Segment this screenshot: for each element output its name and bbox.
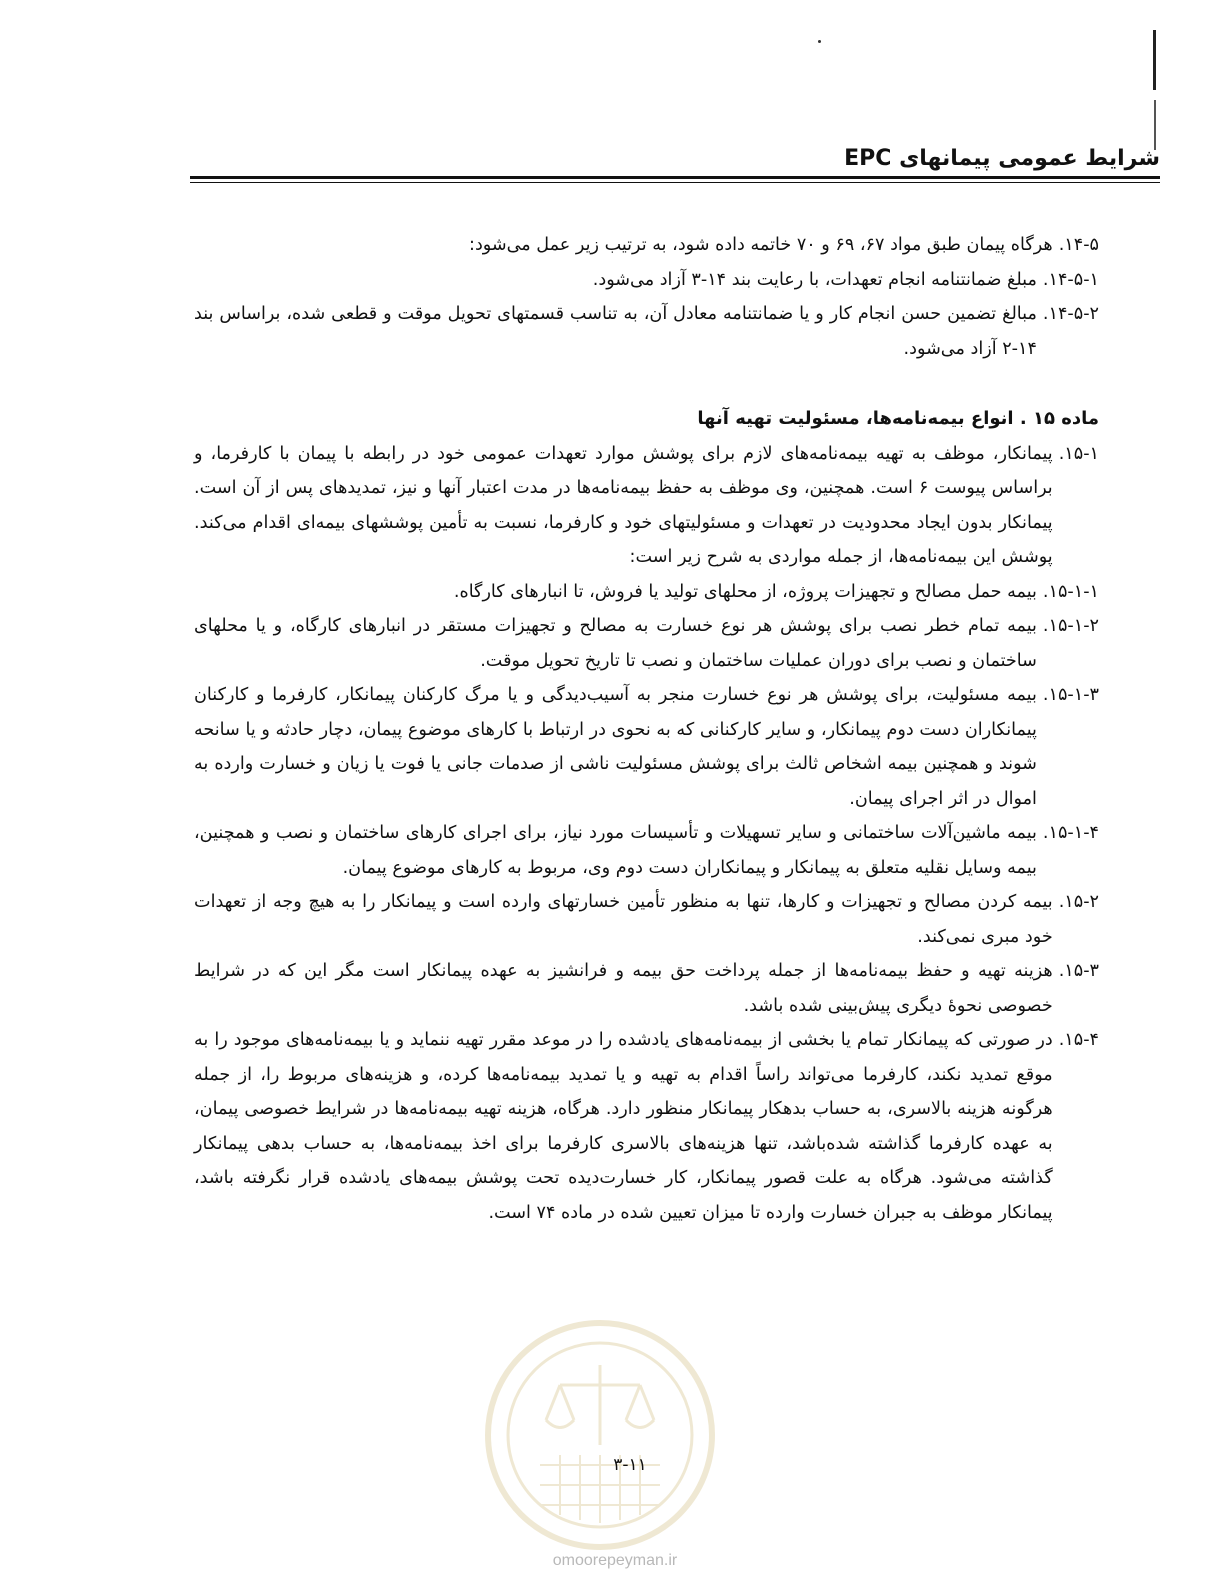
- page-number: ۳-۱۱: [613, 1455, 647, 1475]
- clause-15-1-4: [194, 816, 1099, 885]
- article-15-heading: ماده ۱۵ . انواع بیمه‌نامه‌ها، مسئولیت تهیه آنها: [697, 408, 1099, 429]
- speck-mark: [818, 40, 821, 43]
- clause-number: ۱۵-۴.: [1058, 1030, 1099, 1050]
- clause-15-3: [194, 954, 1099, 1023]
- binding-edge-mark: [1153, 30, 1156, 90]
- clause-text: مبلغ ضمانتنامه انجام تعهدات، با رعایت بند ۱۴-۳ آزاد می‌شود.: [592, 269, 1037, 290]
- clause-15-1-1: [194, 575, 1099, 610]
- scales-of-justice-seal-icon: [480, 1315, 720, 1555]
- clause-number: ۱۵-۱-۲.: [1042, 616, 1099, 636]
- watermark-url: omoorepeyman.ir: [552, 1552, 678, 1569]
- clause-number: ۱۵-۱-۴.: [1042, 823, 1099, 843]
- page-header: [190, 140, 1160, 186]
- header-rule-thick: [190, 176, 1160, 179]
- clause-text: هرگاه پیمان طبق مواد ۶۷، ۶۹ و ۷۰ خاتمه داده شود، به ترتیب زیر عمل می‌شود:: [469, 235, 1053, 255]
- clause-14-5-1: [194, 263, 1099, 298]
- section-gap: [194, 366, 1099, 402]
- header-rule-thin: [190, 182, 1160, 183]
- clause-number: ۱۴-۵-۱.: [1042, 269, 1099, 290]
- clause-14-5: [194, 228, 1099, 263]
- clause-text: هزینه تهیه و حفظ بیمه‌نامه‌ها از جمله پرداخت حق بیمه و فرانشیز به عهده پیمانکار است مگر این که در شرایط خصوصی نحوهٔ دیگری پیش‌بینی شده باشد.: [194, 961, 1053, 1016]
- body-text: [194, 228, 1099, 1230]
- clause-text: بیمه کردن مصالح و تجهیزات و کارها، تنها به منظور تأمین خسارتهای وارده است و پیمانکار را به هیچ وجه از تعهدات خود مبری نمی‌کند.: [194, 892, 1053, 947]
- clause-text: بیمه ماشین‌آلات ساختمانی و سایر تسهیلات و تأسیسات مورد نیاز، برای اجرای کارهای ساختمان و نصب و همچنین، بیمه وسایل نقلیه متعلق به پیمانکار و پیمانکاران دست دوم وی، مربوط به کارهای موضوع پیمان.: [194, 823, 1037, 878]
- clause-15-2: [194, 885, 1099, 954]
- clause-15-1: [194, 437, 1099, 575]
- clause-15-1-3: [194, 678, 1099, 816]
- clause-text: بیمه حمل مصالح و تجهیزات پروژه، از محلهای تولید یا فروش، تا انبارهای کارگاه.: [453, 581, 1037, 602]
- clause-text: در صورتی که پیمانکار تمام یا بخشی از بیمه‌نامه‌های یادشده را در موعد مقرر تهیه ننماید و یا بیمه‌نامه‌های موجود را به موقع تمدید نکند، کارفرما می‌تواند راساً اقدام به تهیه و یا تمدید بیمه‌نامه‌ها کرده، و هزینه‌های مربوط را، از جمله هرگونه هزینه بالاسری، به حساب بدهکار پیمانکار منظور دارد. هرگاه، هزینه تهیه بیمه‌نامه‌ها در شرایط خصوصی پیمان، به عهده کارفرما گذاشته شده‌باشد، تنها هزینه‌های بالاسری کارفرما برای اخذ بیمه‌نامه‌ها، به حساب بدهی پیمانکار گذاشته می‌شود. هرگاه به علت قصور پیمانکار، کار خسارت‌دیده تحت پوشش بیمه‌های یادشده قرار نگرفته باشد، پیمانکار موظف به جبران خسارت وارده تا میزان تعیین شده در ماده ۷۴ است.: [194, 1030, 1053, 1223]
- clause-number: ۱۵-۱-۳.: [1042, 685, 1099, 705]
- clause-15-4: [194, 1023, 1099, 1230]
- clause-number: ۱۵-۱-۱.: [1042, 581, 1099, 602]
- clause-text: بیمه مسئولیت، برای پوشش هر نوع خسارت منجر به آسیب‌دیدگی و یا مرگ کارکنان پیمانکار، کارفرما و کارکنان پیمانکاران دست دوم پیمانکار، و سایر کارکنانی که به نحوی در ارتباط با کارهای موضوع پیمان، دچار حادثه و یا سانحه شوند و همچنین بیمه اشخاص ثالث برای پوشش مسئولیت ناشی از صدمات جانی یا فوت یا زیان و خسارت وارده به اموال در اثر اجرای پیمان.: [194, 685, 1037, 809]
- clause-number: ۱۵-۳.: [1058, 961, 1099, 981]
- clause-number: ۱۴-۵.: [1058, 235, 1099, 255]
- clause-number: ۱۵-۲.: [1058, 892, 1099, 912]
- clause-number: ۱۴-۵-۲.: [1042, 304, 1099, 324]
- clause-text: پیمانکار، موظف به تهیه بیمه‌نامه‌های لازم برای پوشش موارد تعهدات عمومی خود در رابطه با پیمان با کارفرما، و براساس پیوست ۶ است. همچنین، وی موظف به حفظ بیمه‌نامه‌ها در مدت اعتبار آنها و نیز، تمدیدهای پس از آن است. پیمانکار بدون ایجاد محدودیت در تعهدات و مسئولیتهای خود و کارفرما، نسبت به تأمین پوششهای بیمه‌ای اقدام می‌کند. پوشش این بیمه‌نامه‌ها، از جمله مواردی به شرح زیر است:: [194, 443, 1053, 567]
- clause-text: بیمه تمام خطر نصب برای پوشش هر نوع خسارت به مصالح و تجهیزات مستقر در انبارهای کارگاه، و یا محلهای ساختمان و نصب برای دوران عملیات ساختمان و نصب تا تاریخ تحویل موقت.: [194, 616, 1037, 671]
- page-title: شرایط عمومی پیمانهای EPC: [844, 146, 1160, 171]
- clause-14-5-2: [194, 297, 1099, 366]
- clause-15-1-2: [194, 609, 1099, 678]
- clause-number: ۱۵-۱.: [1058, 443, 1099, 464]
- clause-text: مبالغ تضمین حسن انجام کار و یا ضمانتنامه معادل آن، به تناسب قسمتهای تحویل موقت و قطعی شده، براساس بند ۱۴-۲ آزاد می‌شود.: [194, 304, 1037, 359]
